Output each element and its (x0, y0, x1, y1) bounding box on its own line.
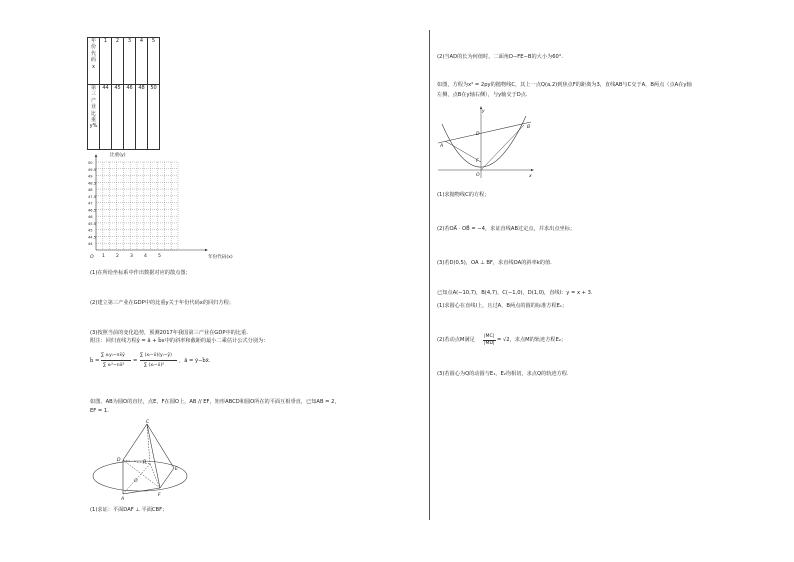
edge-df (123, 460, 160, 488)
dihedral-question: (2)当AD的长为何值时，二面角D−FE−B的大小为60°. (437, 54, 564, 60)
sub-question-1: (1)求证：平面DAF ⊥ 平面CBF； (90, 507, 168, 513)
formula-b-hat: b̂ = (90, 358, 100, 364)
axis-label-x: x (529, 174, 532, 179)
column-divider (429, 30, 430, 520)
regression-formula (90, 350, 230, 376)
question-3-line2: 附注：回归直线方程ŷ = â + b̂x中的斜率和截距的最小二乘估计公式分别为： (90, 338, 269, 344)
parabola-question-2: (2)若OA⃗ · OB⃗ = −4，求证直线AB过定点，并求出点坐标； (437, 226, 576, 232)
y-tick-label: 44 (88, 242, 93, 247)
point-label-o: O (134, 479, 138, 484)
y-tick-label: 46.5 (88, 208, 97, 213)
origin-label: O (90, 255, 94, 260)
point-label-f: F (476, 159, 479, 164)
point-label-e: E (175, 467, 178, 472)
parabola-question-3: (3)若D(0,5)，OA ⊥ BF，求直线OA的斜率k的值. (437, 260, 552, 266)
circle-question-2-prefix: (2)若动点M满足 (437, 337, 475, 343)
parabola-problem-line2: 左侧，点B在y轴右侧），与y轴交于D点. (437, 92, 528, 98)
edge-cf (147, 424, 160, 488)
point-label-a: A (121, 497, 125, 502)
origin-label: O (476, 173, 480, 178)
point-label-f: F (158, 493, 161, 498)
point-label-c: C (146, 420, 150, 425)
edge-cd (123, 424, 147, 460)
circle-question-2 (437, 334, 637, 348)
row-label-ratio: 第 三 产 业 比 重 y% (88, 85, 100, 150)
row-label-year-code: 年 份 代 码 x (88, 38, 100, 85)
fraction-numerator: |MC| (484, 334, 495, 339)
parabola-question-1: (1)求抛物线C的方程； (437, 192, 490, 198)
question-3-line1: (3)按照当前的变化趋势，预测2017年我国第三产业在GDP中的比重. (90, 330, 248, 336)
table-cell: 4 (136, 38, 148, 85)
problem-statement-line2: EF = 1. (90, 408, 109, 414)
question-1: (1)在所给坐标系中作出数据对应的散点图； (90, 270, 191, 276)
table-cell: 5 (148, 38, 160, 85)
circle-problem-statement: 已知点A(−10,7)，B(4,7)，C(−1,0)，D(1,0)，直线l：y = x + 3. (437, 290, 593, 296)
table-cell: 50 (148, 85, 160, 150)
y-tick-labels (88, 161, 96, 246)
edge-fe (160, 468, 174, 488)
question-2: (2)建立第三产业在GDP中的比重y关于年份代码x的回归方程； (90, 300, 234, 306)
formula-denominator-1: ∑ xᵢ²−nx̄² (103, 363, 125, 368)
data-table (87, 37, 160, 150)
table-cell: 3 (124, 38, 136, 85)
x-tick-label: 5 (158, 254, 161, 259)
y-tick-label: 47.5 (88, 194, 97, 199)
solid-geometry-figure (90, 418, 200, 502)
x-tick-label: 1 (102, 254, 105, 259)
scatter-grid (88, 150, 233, 260)
y-tick-label: 48 (88, 188, 93, 193)
fraction-bar (140, 360, 177, 361)
edge-af (123, 488, 160, 494)
y-tick-label: 46 (88, 215, 93, 220)
x-axis-arrow (531, 169, 534, 171)
y-tick-label: 50 (88, 161, 93, 165)
y-tick-label: 49.5 (88, 167, 97, 172)
formula-denominator-2: ∑ (xᵢ−x̄)² (144, 363, 165, 368)
formula-numerator-1: ∑ xᵢyᵢ−nx̄ȳ (101, 353, 125, 358)
table-cell: 2 (112, 38, 124, 85)
problem-statement-line1: 如图，AB为圆O的直径，点E，F在圆O上，AB // EF，矩形ABCD和圆O所在的平面互相垂直，已知AB = 2， (90, 399, 340, 405)
table-cell: 1 (100, 38, 112, 85)
table-cell: 46 (124, 85, 136, 150)
formula-equals: = (133, 358, 138, 364)
circle-o (93, 461, 187, 491)
point-label-a: A (440, 144, 444, 149)
x-axis-title: 年份代码(x) (208, 255, 233, 260)
grid-lines (96, 162, 178, 250)
point-label-b: B (527, 125, 531, 130)
table-row (88, 85, 160, 150)
point-label-d: D (476, 132, 480, 137)
formula-numerator-2: ∑ (xᵢ−x̄)(yᵢ−ȳ) (140, 353, 172, 358)
table-cell: 44 (100, 85, 112, 150)
circle-question-2-suffix: = √2，求点M的轨迹方程E₂； (497, 337, 567, 343)
y-tick-label: 47 (88, 201, 93, 206)
point-label-b: B (143, 460, 147, 465)
y-tick-label: 44.5 (88, 235, 97, 240)
x-tick-label: 2 (116, 254, 119, 259)
x-tick-label: 4 (144, 254, 147, 259)
fraction-denominator: |MD| (484, 341, 495, 346)
y-tick-label: 45 (88, 228, 93, 233)
x-tick-label: 3 (130, 254, 133, 259)
point-label-d: D (117, 458, 121, 463)
parabola-figure (436, 104, 536, 179)
y-tick-label: 49 (88, 174, 93, 179)
table-cell: 48 (136, 85, 148, 150)
y-tick-label: 48.5 (88, 181, 97, 186)
x-tick-labels (102, 253, 161, 259)
y-tick-label: 45.5 (88, 221, 97, 226)
parabola-problem-line1: 如图，方程为x² = 2py的抛物线C，其上一点Q(a,2)到焦点F的距离为3，直线AB与C交于A，B两点（点A在y轴 (437, 82, 692, 88)
y-axis-arrow (95, 154, 97, 157)
circle-question-3: (3)若圆心为Q的动圆与E₁，E₂均相切，求点Q的轨迹方程. (437, 371, 569, 377)
formula-a-hat: ，â = ȳ−b̂x̄. (179, 358, 211, 364)
y-axis-title: 比重(y) (110, 153, 126, 158)
axis-label-y: y (482, 109, 485, 114)
table-row (88, 38, 160, 85)
table-cell: 45 (112, 85, 124, 150)
circle-question-1: (1)求圆心在直线l上，且过A，B两点的圆的标准方程E₁； (437, 303, 568, 309)
fraction-bar (101, 360, 131, 361)
parabola-c (442, 116, 526, 167)
x-axis-arrow (205, 249, 208, 251)
